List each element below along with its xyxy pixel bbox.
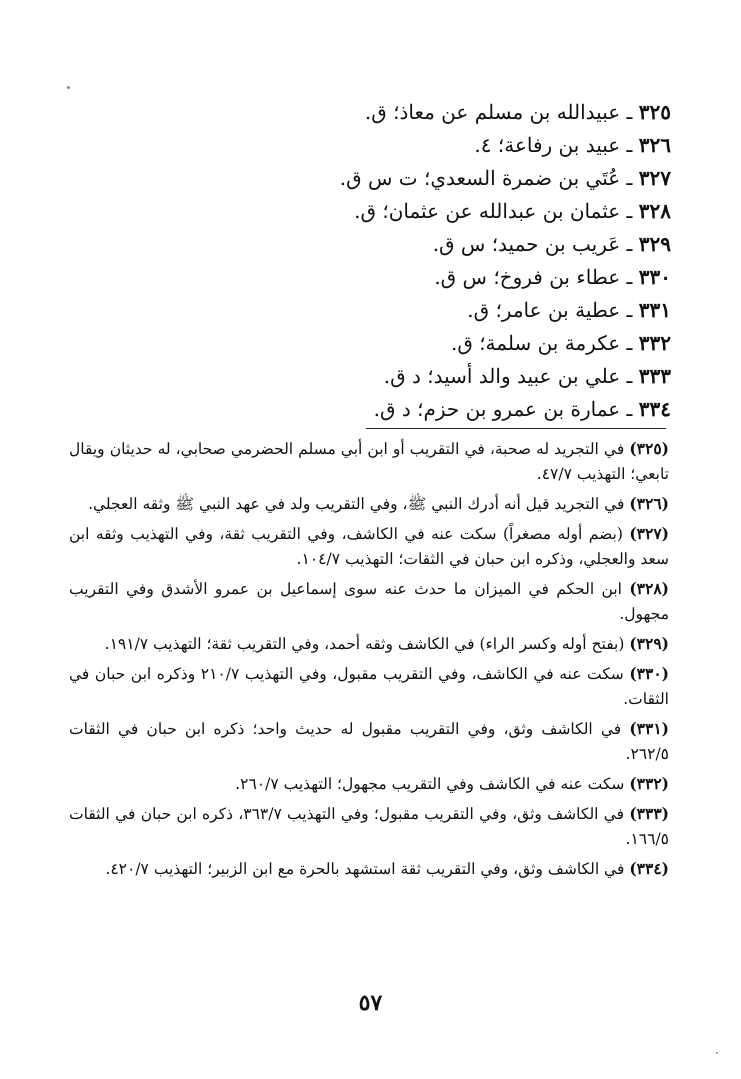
footnote-number: (٣٢٩)	[629, 634, 669, 653]
footnote	[69, 801, 669, 852]
entry-text: ـ علي بن عبيد والد أسيد؛ د ق.	[383, 364, 639, 388]
footnote-text: ابن الحكم في الميزان ما حدث عنه سوى إسماعيل بن عمرو الأشدق وفي التقريب مجهول.	[69, 580, 669, 623]
entry-text: ـ عكرمة بن سلمة؛ ق.	[450, 331, 639, 355]
scan-speck	[716, 1052, 718, 1054]
entry-text: ـ عثمان بن عبدالله عن عثمان؛ ق.	[354, 199, 639, 223]
footnote-text: في الكاشف وثق، وفي التقريب ثقة استشهد بالحرة مع ابن الزبير؛ التهذيب ٤٢٠/٧.	[105, 860, 630, 878]
footnote-text: في الكاشف وثق، وفي التقريب مقبول؛ وفي التهذيب ٣٦٣/٧، ذكره ابن حبان في الثقات ١٦٦/٥.	[69, 805, 669, 848]
footnote	[69, 661, 669, 712]
entry-text: ـ عطاء بن فروخ؛ س ق.	[434, 265, 639, 289]
entry-number: ٣٣١	[638, 298, 671, 322]
footnote-text: في التجريد له صحبة، في التقريب أو ابن أبي مسلم الحضرمي صحابي، له حديثان ويقال تابعي؛ التهذيب ٤٧/٧.	[69, 440, 669, 483]
footnote-text: سكت عنه في الكاشف، وفي التقريب مقبول، وفي التهذيب ٢١٠/٧ وذكره ابن حبان في الثقات.	[69, 665, 669, 708]
footnote-number: (٣٢٧)	[629, 524, 669, 543]
footnote-text: سكت عنه في الكاشف وفي التقريب مجهول؛ التهذيب ٢٦٠/٧.	[235, 775, 630, 793]
narrator-entry	[71, 327, 671, 360]
narrator-entry	[71, 294, 671, 327]
entry-number: ٣٣٤	[638, 397, 671, 421]
narrator-entry	[71, 393, 671, 426]
narrator-entry	[71, 162, 671, 195]
entry-text: ـ عَريب بن حميد؛ س ق.	[432, 232, 639, 256]
narrator-entry	[71, 228, 671, 261]
narrator-entry	[71, 195, 671, 228]
narrator-entry	[71, 360, 671, 393]
entry-number: ٣٢٦	[638, 133, 671, 157]
entry-text: ـ عمارة بن عمرو بن حزم؛ د ق.	[373, 397, 639, 421]
narrator-entry	[71, 96, 671, 129]
footnote-number: (٣٣٣)	[629, 804, 669, 823]
footnote-text: (بضم أوله مصغراً) سكت عنه في الكاشف، وفي التقريب ثقة، وفي التهذيب وثقه ابن سعد والعجلي، وذكره ابن حبان في الثقات؛ التهذيب ١٠٤/٧.	[69, 525, 669, 568]
footnote-number: (٣٢٨)	[629, 579, 669, 598]
footnote-number: (٣٢٥)	[629, 439, 669, 458]
narrator-entry	[71, 129, 671, 162]
footnote	[69, 521, 669, 572]
entry-number: ٣٢٥	[638, 100, 671, 124]
footnote-number: (٣٣٢)	[629, 774, 669, 793]
footnote	[69, 771, 669, 797]
narrator-list	[71, 96, 671, 426]
footnote	[69, 856, 669, 882]
footnote-text: في التجريد قيل أنه أدرك النبي ﷺ، وفي التقريب ولد في عهد النبي ﷺ وثقه العجلي.	[88, 495, 630, 513]
footnote-divider	[366, 428, 666, 429]
entry-number: ٣٢٨	[638, 199, 671, 223]
entry-number: ٣٣٣	[638, 364, 671, 388]
footnote-text: (بفتح أوله وكسر الراء) في الكاشف وثقه أحمد، وفي التقريب ثقة؛ التهذيب ١٩١/٧.	[104, 635, 630, 653]
entry-number: ٣٣٠	[638, 265, 671, 289]
footnote	[69, 491, 669, 517]
page-number: ٥٧	[358, 990, 383, 1016]
footnote	[69, 576, 669, 627]
footnote-number: (٣٣١)	[629, 719, 669, 738]
entry-text: ـ عُتَي بن ضمرة السعدي؛ ت س ق.	[339, 166, 639, 190]
footnote	[69, 631, 669, 657]
footnotes	[69, 436, 669, 886]
scan-speck	[67, 86, 70, 89]
entry-number: ٣٢٩	[638, 232, 671, 256]
footnote-text: في الكاشف وثق، وفي التقريب مقبول له حديث واحد؛ ذكره ابن حبان في الثقات ٢٦٢/٥.	[69, 720, 669, 763]
footnote-number: (٣٢٦)	[629, 494, 669, 513]
footnote	[69, 716, 669, 767]
footnote-number: (٣٣٤)	[629, 859, 669, 878]
entry-text: ـ عطية بن عامر؛ ق.	[467, 298, 639, 322]
narrator-entry	[71, 261, 671, 294]
footnote	[69, 436, 669, 487]
entry-number: ٣٢٧	[638, 166, 671, 190]
entry-number: ٣٣٢	[638, 331, 671, 355]
footnote-number: (٣٣٠)	[629, 664, 669, 683]
entry-text: ـ عبيدالله بن مسلم عن معاذ؛ ق.	[364, 100, 639, 124]
entry-text: ـ عبيد بن رفاعة؛ ٤.	[474, 133, 639, 157]
